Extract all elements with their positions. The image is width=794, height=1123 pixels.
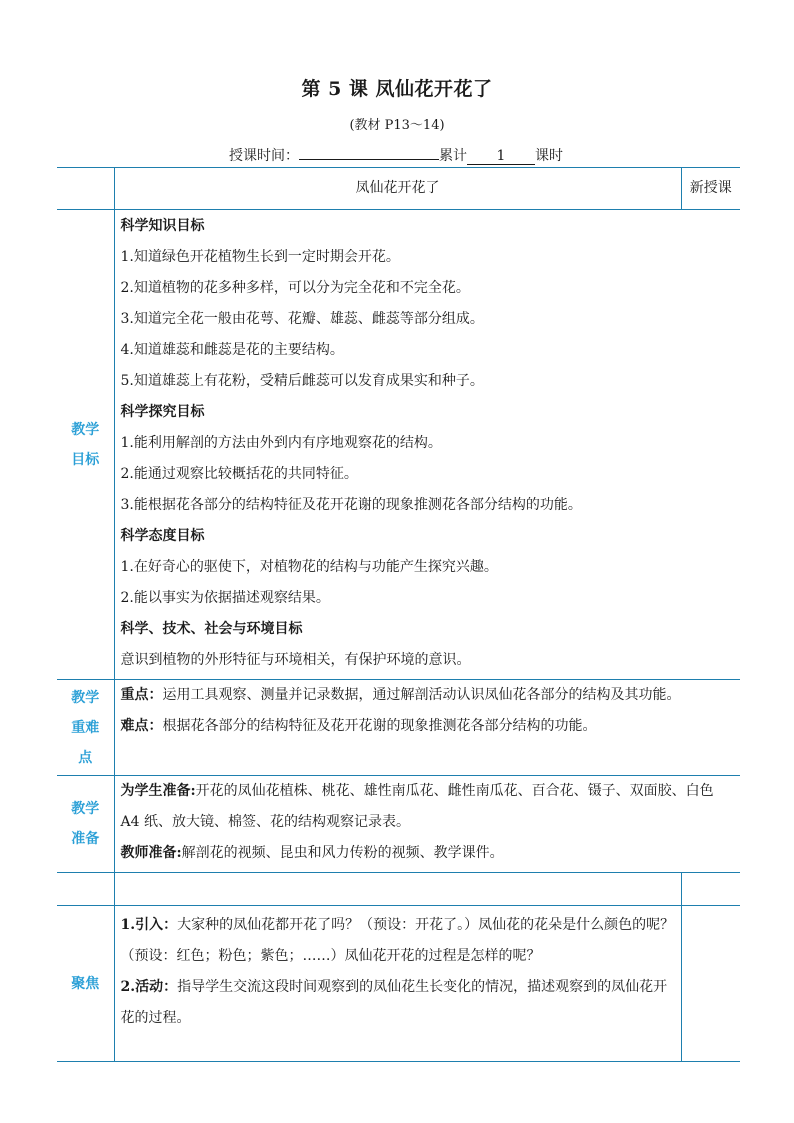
list-item: 意识到植物的外形特征与环境相关，有保护环境的意识。 [120, 652, 471, 668]
key-point: 重点：运用工具观察、测量并记录数据，通过解剖活动认识凤仙花各部分的结构及其功能。 [120, 687, 681, 703]
intro-paragraph: 1.引入：大家种的凤仙花都开花了吗？（预设：开花了。）凤仙花的花朵是什么颜色的呢？（预设：红色；粉色；紫色；……）凤仙花开花的过程是怎样的呢？ [120, 917, 675, 964]
list-item: 1.知道绿色开花植物生长到一定时期会开花。 [120, 249, 400, 265]
difficult-point: 难点：根据花各部分的结构特征及花开花谢的现象推测花各部分结构的功能。 [120, 718, 597, 734]
objectives-label: 教学 目标 [57, 210, 114, 680]
list-item: 5.知道雄蕊上有花粉，受精后雌蕊可以发育成果实和种子。 [120, 373, 484, 389]
empty-cell [57, 873, 114, 906]
total-label: 累计 [439, 148, 467, 164]
empty-cell [57, 168, 114, 210]
empty-cell [681, 873, 740, 906]
schedule-line [229, 145, 563, 165]
list-item: 1.能利用解剖的方法由外到内有序地观察花的结构。 [120, 435, 442, 451]
list-item: 3.知道完全花一般由花萼、花瓣、雄蕊、雌蕊等部分组成。 [120, 311, 484, 327]
empty-cell [681, 906, 740, 1062]
table-row [57, 873, 740, 906]
student-preparation: 为学生准备:开花的凤仙花植株、桃花、雄性南瓜花、雌性南瓜花、百合花、镊子、双面胶、白色 A4 纸、放大镜、棉签、花的结构观察记录表。 [120, 783, 714, 830]
period-label: 课时 [535, 148, 563, 164]
key-points-cell [114, 680, 740, 776]
table-row [57, 776, 740, 873]
list-item: 2.能通过观察比较概括花的共同特征。 [120, 466, 358, 482]
lesson-name-cell: 凤仙花开花了 [114, 168, 681, 210]
list-item: 2.能以事实为依据描述观察结果。 [120, 590, 330, 606]
objectives-cell [114, 210, 740, 680]
time-label: 授课时间： [229, 148, 299, 164]
focus-cell [114, 906, 681, 1062]
focus-label: 聚焦 [57, 906, 114, 1062]
empty-cell [114, 873, 681, 906]
sts-heading: 科学、技术、社会与环境目标 [120, 621, 303, 637]
table-row [57, 210, 740, 680]
teacher-preparation: 教师准备:解剖花的视频、昆虫和风力传粉的视频、教学课件。 [120, 845, 504, 861]
lesson-title: 第 5 课 凤仙花开花了 [301, 78, 493, 100]
activity-paragraph: 2.活动：指导学生交流这段时间观察到的凤仙花生长变化的情况，描述观察到的凤仙花开花的过程。 [120, 979, 668, 1026]
textbook-pages: (教材 P13～14) [349, 118, 445, 133]
preparation-label: 教学 准备 [57, 776, 114, 873]
list-item: 2.知道植物的花多种多样，可以分为完全花和不完全花。 [120, 280, 470, 296]
key-points-label: 教学 重难 点 [57, 680, 114, 776]
lesson-type-cell: 新授课 [681, 168, 740, 210]
list-item: 3.能根据花各部分的结构特征及花开花谢的现象推测花各部分结构的功能。 [120, 497, 582, 513]
list-item: 4.知道雄蕊和雌蕊是花的主要结构。 [120, 342, 344, 358]
table-row [57, 680, 740, 776]
inquiry-heading: 科学探究目标 [120, 404, 205, 420]
table-row [57, 168, 740, 210]
preparation-cell [114, 776, 740, 873]
time-blank [299, 159, 439, 160]
lesson-plan-table [57, 167, 740, 1062]
knowledge-heading: 科学知识目标 [120, 218, 205, 234]
list-item: 1.在好奇心的驱使下，对植物花的结构与功能产生探究兴趣。 [120, 559, 498, 575]
total-value: 1 [467, 149, 535, 165]
attitude-heading: 科学态度目标 [120, 528, 205, 544]
table-row [57, 906, 740, 1062]
